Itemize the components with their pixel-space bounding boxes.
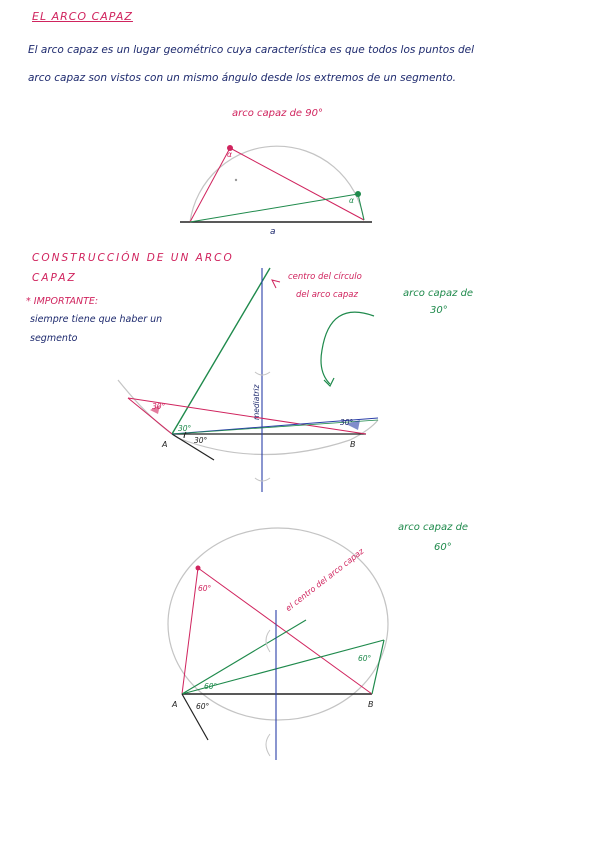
pink-chord-left [190,148,230,222]
figure-2-angle-blue: 30° [340,418,354,427]
compass-mark-1 [266,630,270,652]
figure-3-label-line-2: 60° [434,542,452,553]
green-arrow [321,312,374,384]
green-chord-right [358,194,364,220]
intro-text-line-2: arco capaz son vistos con un mismo ángulo desde los extremos de un segmento. [28,72,456,84]
figure-1-angle-green: α [349,196,354,205]
green-chord-left [190,194,358,222]
figure-1-label: arco capaz de 90° [232,108,323,119]
important-label: * IMPORTANTE: [26,296,99,307]
green-vertex [355,191,361,197]
section-2-heading-line-1: CONSTRUCCIÓN DE UN ARCO [32,252,234,264]
sixty-degree-line [182,694,208,740]
figure-2-center-label-line-2: del arco capaz [296,290,358,300]
pink-chord-b2 [198,568,372,694]
figure-3-arc-60 [168,528,388,760]
green-radius-line2 [182,620,306,694]
figure-2-point-a: A [162,440,168,449]
note-line-1: siempre tiene que haber un [30,314,163,325]
figure-3-angle-black: 60° [196,702,210,711]
figure-3-point-b: B [368,700,374,709]
figure-2-angle-black: 30° [194,436,208,445]
figure-3-center-label: el centro del arco capaz [284,546,366,614]
segment-a-label: a [270,227,276,237]
intro-text-line-1: El arco capaz es un lugar geométrico cuya característica es que todos los puntos del [28,44,475,56]
page-title: EL ARCO CAPAZ [32,10,133,23]
pink-vertex2 [196,566,201,571]
figure-2-label-line-1: arco capaz de [403,288,474,299]
figure-2-angle-green: 30° [178,424,192,433]
mediatrix-label: mediatriz [252,384,261,420]
figure-1-arc-90 [180,145,372,222]
arc-90-circle [190,146,364,222]
pink-chord-right [230,148,364,220]
figure-3-angle-green-a: 60° [204,682,218,691]
center-dot [235,179,237,181]
section-2-heading-line-2: CAPAZ [32,272,77,284]
pink-arrow [272,280,280,288]
figure-2-label-line-2: 30° [430,305,448,316]
figure-3-angle-green: 60° [358,654,372,663]
note-line-2: segmento [30,333,78,344]
figure-2-point-b: B [350,440,356,449]
pink-chord-a2 [182,568,198,694]
compass-mark-2 [266,734,270,756]
figure-3-point-a: A [172,700,178,709]
figure-3-label-line-1: arco capaz de [398,522,469,533]
green-chord-b2 [372,640,384,694]
figure-3-angle-pink: 60° [198,584,212,593]
arc-30-circle [118,380,378,455]
figure-2-center-label-line-1: centro del círculo [288,272,362,282]
figure-1-angle-pink: α [227,150,232,159]
figure-2-angle-pink: 30° [152,402,166,411]
figure-2-arc-30 [118,268,378,492]
